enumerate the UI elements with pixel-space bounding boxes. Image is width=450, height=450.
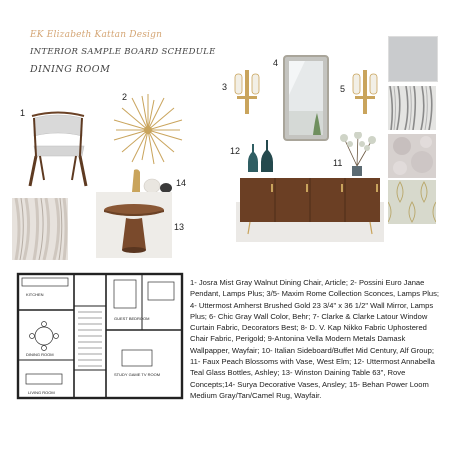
room-title: DINING ROOM — [30, 64, 111, 75]
dining-chair-image — [26, 110, 90, 188]
label-1: 1 — [20, 108, 26, 118]
wall-sconce-right-image — [351, 70, 379, 114]
brand-title: EK Elizabeth Kattan Design — [30, 30, 163, 40]
wall-mirror-image — [283, 55, 329, 141]
dining-table-image — [96, 192, 172, 258]
fp-study-label: STUDY GAME TV ROOM — [114, 372, 161, 377]
label-4: 4 — [273, 58, 279, 68]
label-2: 2 — [122, 92, 128, 102]
fp-dining-label: DINING ROOM — [26, 352, 54, 357]
curtain-fabric-swatch — [388, 86, 436, 130]
blossoms-vase-image — [336, 132, 378, 178]
label-3: 3 — [222, 82, 228, 92]
floor-plan-image — [14, 270, 186, 402]
upholstery-fabric-swatch — [388, 134, 436, 178]
label-11: 11 — [333, 158, 343, 168]
item-description-text: 1- Josra Mist Gray Walnut Dining Chair, Article; 2- Possini Euro Janae Pendant, Lamps Plus; 3/5- Maxim Rome Collection Sconces, Lamps Plus; 4- Uttermost Amherst Brushed Gold 23 3/4" x 36 1/2" Wall Mirror, Lamps Plus; 6- Chic Gray Wall Color, Behr; 7- Clarke & Clarke Latour Window Curtain Fabric, Decorators Best; 8- D. V. Kap Nikko Fabric Uphostered Chair Fabric, Perigold; 9-Antonina Vella Modern Metals Damask Wallpapper, Wayfair; 10- Italian Sideboard/Buffet Mid Century, Alf Group; 11- Faux Peach Blossoms with Vase, West Elm; 12- Uttermost Annabella Teal Glass Bottles, Ashley; 13- Winston Daining Table 63", Rove Concepts;14- Surya Decorative Vases, Ansley; 15- Behan Power Loom Medium Gray/Tan/Camel Rug, Wayfair. — [190, 278, 440, 400]
damask-wallpaper-swatch — [388, 180, 436, 224]
rug-swatch — [12, 198, 68, 260]
fp-living-label: LIVING ROOM — [28, 390, 55, 395]
board-subtitle: INTERIOR SAMPLE BOARD SCHEDULE — [30, 47, 216, 57]
wall-color-swatch — [388, 36, 438, 82]
fp-guest-label: GUEST BEDROOM — [114, 316, 150, 321]
sideboard-image — [236, 174, 384, 242]
label-13: 13 — [174, 222, 185, 232]
label-14: 14 — [176, 178, 187, 188]
fp-kitchen-label: KITCHEN — [26, 292, 44, 297]
label-12: 12 — [230, 146, 241, 156]
teal-glass-bottles-image — [246, 138, 276, 174]
label-5: 5 — [340, 84, 346, 94]
wall-sconce-left-image — [233, 70, 261, 114]
sputnik-pendant-image — [112, 94, 184, 166]
